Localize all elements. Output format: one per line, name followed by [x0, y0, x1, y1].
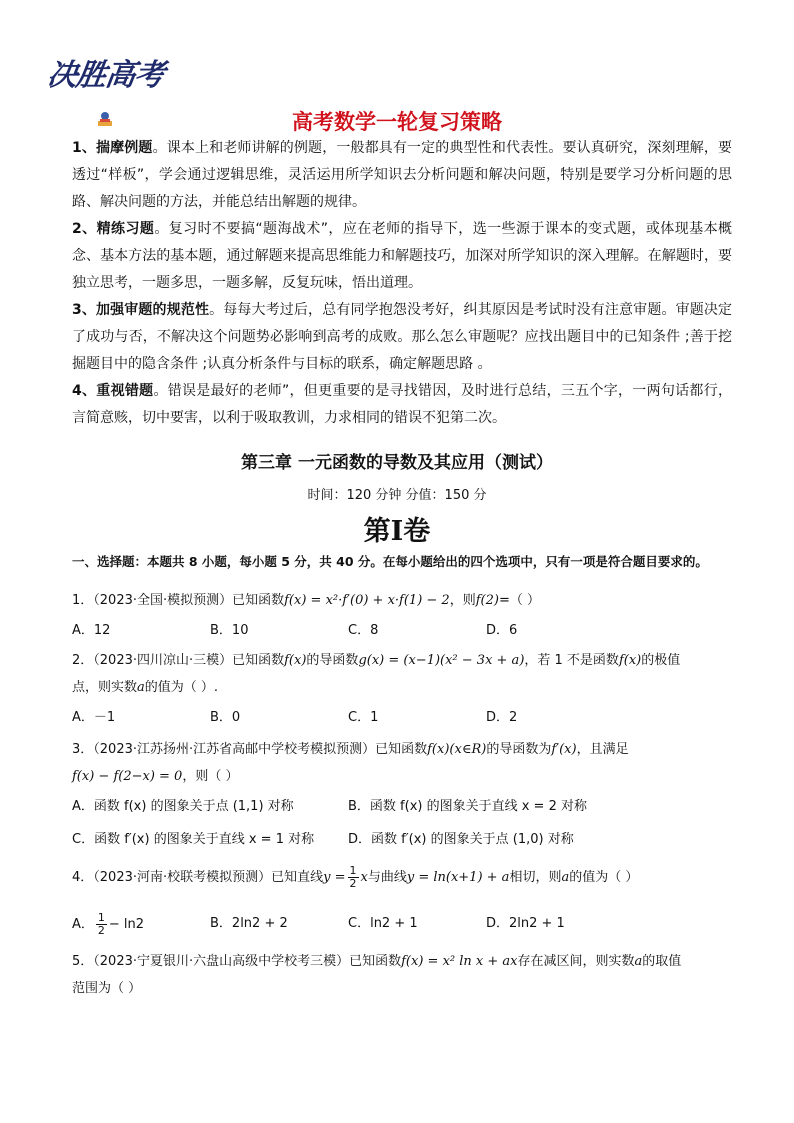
strategy-item-3: 3、加强审题的规范性。每每大考过后，总有同学抱怨没考好，纠其原因是考试时没有注意审题。审题决定了成功与否，不解决这个问题势必影响到高考的成败。那么怎么审题呢？应找出题目中的已知条件 ;善于挖掘题目中的隐含条件 ;认真分析条件与目标的联系，确定解题思路 。 — [72, 302, 732, 372]
question-1: 1．（2023·全国·模拟预测）已知函数f(x) = x²·f′(0) + x·f(1) − 2，则f(2)=（ ） — [72, 593, 540, 608]
strategy-item-2: 2、精练习题。复习时不要搞“题海战术”，应在老师的指导下，选一些源于课本的变式题，或体现基本概念、基本方法的基本题，通过解题来提高思维能力和解题技巧，加深对所学知识的深入理解。在解题时，要独立思考，一题多思，一题多解，反复玩味，悟出道理。 — [72, 221, 732, 291]
q1-option-c[interactable]: C．8 — [348, 623, 379, 638]
q3-option-d[interactable]: D．函数 f′(x) 的图象关于点 (1,0) 对称 — [348, 832, 574, 847]
q2-formula: g(x) = (x−1)(x² − 3x + a) — [358, 653, 525, 668]
q2-option-b[interactable]: B．0 — [210, 710, 241, 725]
q1-option-b[interactable]: B．10 — [210, 623, 249, 638]
q1-options — [72, 619, 732, 643]
q2-option-c[interactable]: C．1 — [348, 710, 379, 725]
q1-formula: f(x) = x²·f′(0) + x·f(1) − 2 — [284, 593, 450, 608]
exam-meta: 时间：120 分钟 分值：150 分 — [307, 488, 487, 503]
logo-text: 决胜高考 — [45, 58, 166, 93]
q3-options-row1 — [72, 795, 732, 819]
q5-formula: f(x) = x² ln x + ax — [401, 954, 518, 969]
strategy-item-4: 4、重视错题。错误是最好的老师”，但更重要的是寻找错因，及时进行总结，三五个字，一两句话都行，言简意赅，切中要害，以利于吸取教训，力求相同的错误不犯第二次。 — [72, 383, 732, 426]
q4-options — [72, 912, 732, 936]
q3-formula: f(x) − f(2−x) = 0 — [72, 769, 183, 784]
q4-option-d[interactable]: D．2ln2 + 1 — [486, 916, 565, 931]
q2-options — [72, 706, 732, 730]
q3-option-c[interactable]: C．函数 f′(x) 的图象关于直线 x = 1 对称 — [72, 832, 315, 847]
question-4: 4．（2023·河南·校联考模拟预测）已知直线y = $\frac{1}{2}$ x与曲线y = ln(x+1) + a相切，则a的值为（ ） — [72, 864, 639, 890]
volume-title: 第Ⅰ卷 — [363, 516, 431, 547]
q3-options-row2 — [72, 828, 732, 852]
q1-option-a[interactable]: A．12 — [72, 623, 111, 638]
q2-option-d[interactable]: D．2 — [486, 710, 518, 725]
q3-option-a[interactable]: A．函数 f(x) 的图象关于点 (1,1) 对称 — [72, 799, 294, 814]
section-instructions: 一、选择题：本题共 8 小题，每小题 5 分，共 40 分。在每小题给出的四个选项中，只有一项是符合题目要求的。 — [72, 554, 708, 569]
page-title: 高考数学一轮复习策略 — [292, 110, 502, 134]
q4-curve: y = ln(x+1) + a — [406, 870, 510, 885]
question-5: 5．（2023·宁夏银川·六盘山高级中学校考三模）已知函数f(x) = x² ln x + ax存在减区间，则实数a的取值 范围为（ ） — [72, 954, 682, 996]
q4-option-c[interactable]: C．ln2 + 1 — [348, 916, 418, 931]
q4-option-a[interactable]: A． $\frac{1}{2}$ − ln2 — [72, 911, 145, 937]
strategy-list — [72, 135, 732, 432]
q4-fraction: $\frac{1}{2}$ — [349, 864, 357, 890]
q1-option-d[interactable]: D．6 — [486, 623, 518, 638]
question-2: 2．（2023·四川凉山·三模）已知函数f(x)的导函数g(x) = (x−1)(x² − 3x + a)，若 1 不是函数f(x)的极值 点，则实数a的值为（ ）. — [72, 653, 681, 695]
strategy-item-1: 1、揣摩例题。课本上和老师讲解的例题，一般都具有一定的典型性和代表性。要认真研究，深刻理解，要透过“样板”，学会通过逻辑思维，灵活运用所学知识去分析问题和解决问题，特别是要学习分析问题的思路、解决问题的方法，并能总结出解题的规律。 — [72, 140, 732, 210]
chapter-title: 第三章 一元函数的导数及其应用（测试） — [241, 453, 553, 473]
q4-option-b[interactable]: B．2ln2 + 2 — [210, 916, 288, 931]
q3-option-b[interactable]: B．函数 f(x) 的图象关于直线 x = 2 对称 — [348, 799, 587, 814]
q2-option-a[interactable]: A．－1 — [72, 710, 116, 725]
question-3: 3．（2023·江苏扬州·江苏省高邮中学校考模拟预测）已知函数f(x)(x∈R)的导函数为f′(x)，且满足 f(x) − f(2−x) = 0，则（ ） — [72, 742, 629, 784]
